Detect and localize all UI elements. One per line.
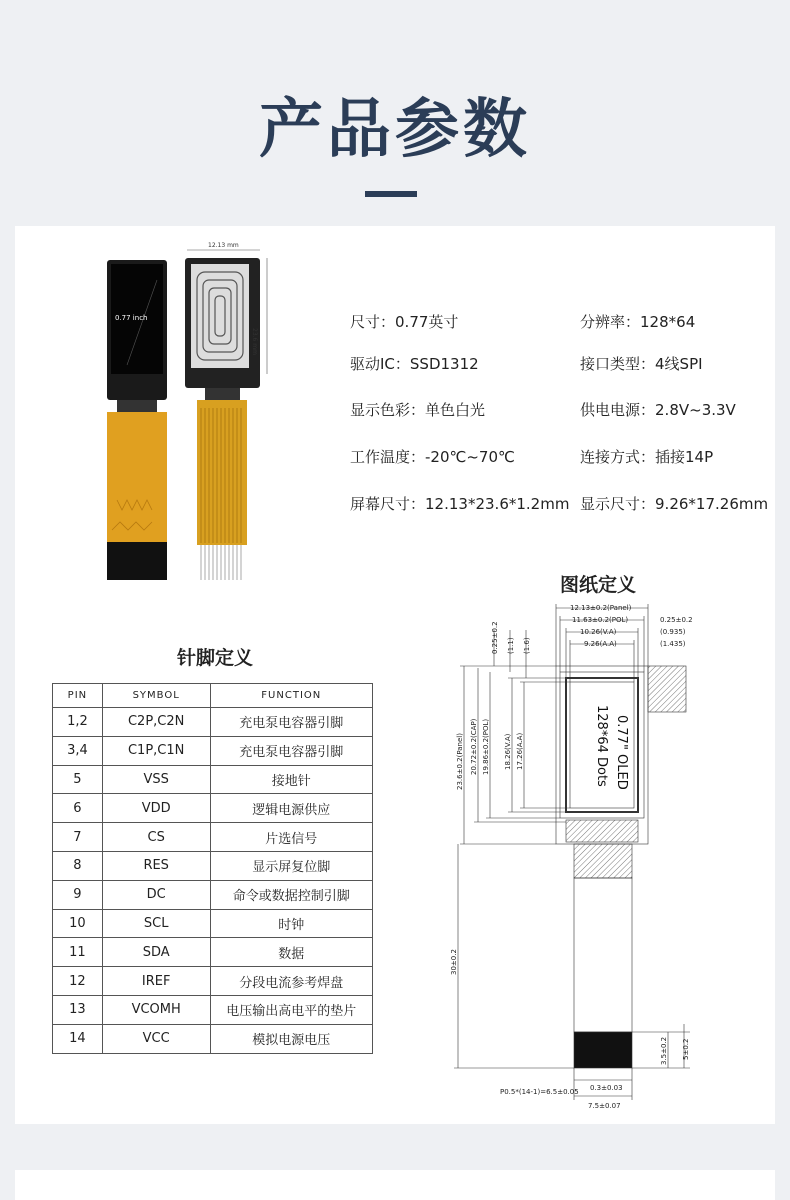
pin-number: 10: [53, 909, 103, 938]
pin-number: 9: [53, 880, 103, 909]
table-row: [53, 909, 373, 938]
pin-symbol: C2P,C2N: [102, 708, 210, 737]
screen-label-model: 0.77" OLED: [614, 715, 629, 790]
dim-pol-height: 19.86±0.2(POL): [482, 718, 490, 775]
pin-symbol: VCOMH: [102, 995, 210, 1024]
pin-number: 7: [53, 823, 103, 852]
pin-symbol: SDA: [102, 938, 210, 967]
pin-number: 5: [53, 765, 103, 794]
pin-table-header: [53, 684, 373, 708]
dim-fpc-width: 7.5±0.07: [588, 1102, 621, 1110]
dim-aa-height: 17.26(A.A): [516, 732, 524, 770]
dim-va-width: 10.26(V.A): [580, 628, 617, 636]
spec-size: 尺寸：0.77英寸: [350, 313, 459, 331]
oled-front-photo: [107, 260, 167, 580]
dim-aa-width: 9.26(A.A): [584, 640, 617, 648]
spec-power: 供电电源：2.8V~3.3V: [580, 401, 736, 419]
pin-number: 8: [53, 851, 103, 880]
pin-function: 片选信号: [210, 823, 372, 852]
spec-temperature: 工作温度：-20℃~70℃: [350, 448, 515, 466]
photo-dimension-lines: [185, 246, 275, 376]
pin-number: 6: [53, 794, 103, 823]
spec-resolution: 分辨率：128*64: [580, 313, 696, 331]
dim-right-1: 0.25±0.2: [660, 616, 693, 624]
dim-pad-width: 0.3±0.03: [590, 1084, 623, 1092]
spec-interface: 接口类型：4线SPI: [580, 355, 703, 373]
pin-symbol: RES: [102, 851, 210, 880]
pin-number: 14: [53, 1024, 103, 1053]
dim-pol-width: 11.63±0.2(POL): [572, 616, 629, 624]
pin-symbol: VSS: [102, 765, 210, 794]
header-function: FUNCTION: [210, 684, 372, 708]
pin-number: 12: [53, 967, 103, 996]
pin-function: 数据: [210, 938, 372, 967]
table-row: [53, 794, 373, 823]
dim-bottom-2: 5±0.2: [682, 1038, 690, 1060]
pin-section-title: 针脚定义: [177, 647, 254, 669]
photo-width-label: 12.13 mm: [208, 242, 239, 249]
screen-size-label: 0.77 inch: [115, 314, 148, 322]
dim-right-3: (1.435): [660, 640, 686, 648]
pin-symbol: SCL: [102, 909, 210, 938]
pin-symbol: CS: [102, 823, 210, 852]
table-row: [53, 880, 373, 909]
pin-function: 命令或数据控制引脚: [210, 880, 372, 909]
table-row: [53, 1024, 373, 1053]
pin-number: 3,4: [53, 736, 103, 765]
pin-function: 模拟电源电压: [210, 1024, 372, 1053]
spec-display-size: 显示尺寸：9.26*17.26mm: [580, 495, 769, 513]
dim-top-1: 0.25±0.2: [491, 621, 499, 654]
table-row: [53, 823, 373, 852]
dim-va-height: 18.26(V.A): [504, 733, 512, 770]
dim-bottom-1: 3.5±0.2: [660, 1036, 668, 1065]
pin-function: 充电泵电容器引脚: [210, 708, 372, 737]
pin-function: 分段电流参考焊盘: [210, 967, 372, 996]
photo-height-label: 23.6 mm: [251, 328, 258, 355]
dim-pin-pitch: P0.5*(14-1)=6.5±0.05: [500, 1088, 579, 1096]
dim-right-2: (0.935): [660, 628, 686, 636]
pin-symbol: VCC: [102, 1024, 210, 1053]
table-row: [53, 967, 373, 996]
spec-color: 显示色彩：单色白光: [350, 401, 486, 419]
dim-panel-width: 12.13±0.2(Panel): [570, 604, 632, 612]
pin-function: 时钟: [210, 909, 372, 938]
pin-function: 显示屏复位脚: [210, 851, 372, 880]
drawing-section-title: 图纸定义: [560, 574, 637, 596]
title-underline: [365, 191, 417, 197]
dim-cap-height: 20.72±0.2(CAP): [470, 718, 478, 775]
pin-number: 1,2: [53, 708, 103, 737]
table-row: [53, 708, 373, 737]
table-row: [53, 736, 373, 765]
spec-screen-size: 屏幕尺寸：12.13*23.6*1.2mm: [350, 495, 570, 513]
pin-symbol: VDD: [102, 794, 210, 823]
pin-symbol: DC: [102, 880, 210, 909]
pin-function: 充电泵电容器引脚: [210, 736, 372, 765]
header-symbol: SYMBOL: [102, 684, 210, 708]
screen-label-dots: 128*64 Dots: [594, 705, 609, 787]
pin-number: 11: [53, 938, 103, 967]
next-card: [15, 1170, 775, 1200]
spec-driver-ic: 驱动IC：SSD1312: [350, 355, 479, 373]
page-title: 产品参数: [259, 93, 531, 167]
pin-symbol: C1P,C1N: [102, 736, 210, 765]
pin-function: 接地针: [210, 765, 372, 794]
table-row: [53, 938, 373, 967]
dim-top-3: (1.6): [523, 637, 531, 654]
dim-top-2: (1.1): [507, 637, 515, 654]
technical-drawing: [450, 600, 750, 1120]
pin-function: 电压输出高电平的垫片: [210, 995, 372, 1024]
table-row: [53, 995, 373, 1024]
pin-number: 13: [53, 995, 103, 1024]
header-pin: PIN: [53, 684, 103, 708]
pin-symbol: IREF: [102, 967, 210, 996]
dim-panel-height: 23.6±0.2(Panel): [456, 733, 464, 790]
table-row: [53, 851, 373, 880]
pin-table: [52, 683, 373, 1054]
dim-fpc-length: 30±0.2: [450, 949, 458, 975]
pin-function: 逻辑电源供应: [210, 794, 372, 823]
spec-connection: 连接方式：插接14P: [580, 448, 714, 466]
table-row: [53, 765, 373, 794]
